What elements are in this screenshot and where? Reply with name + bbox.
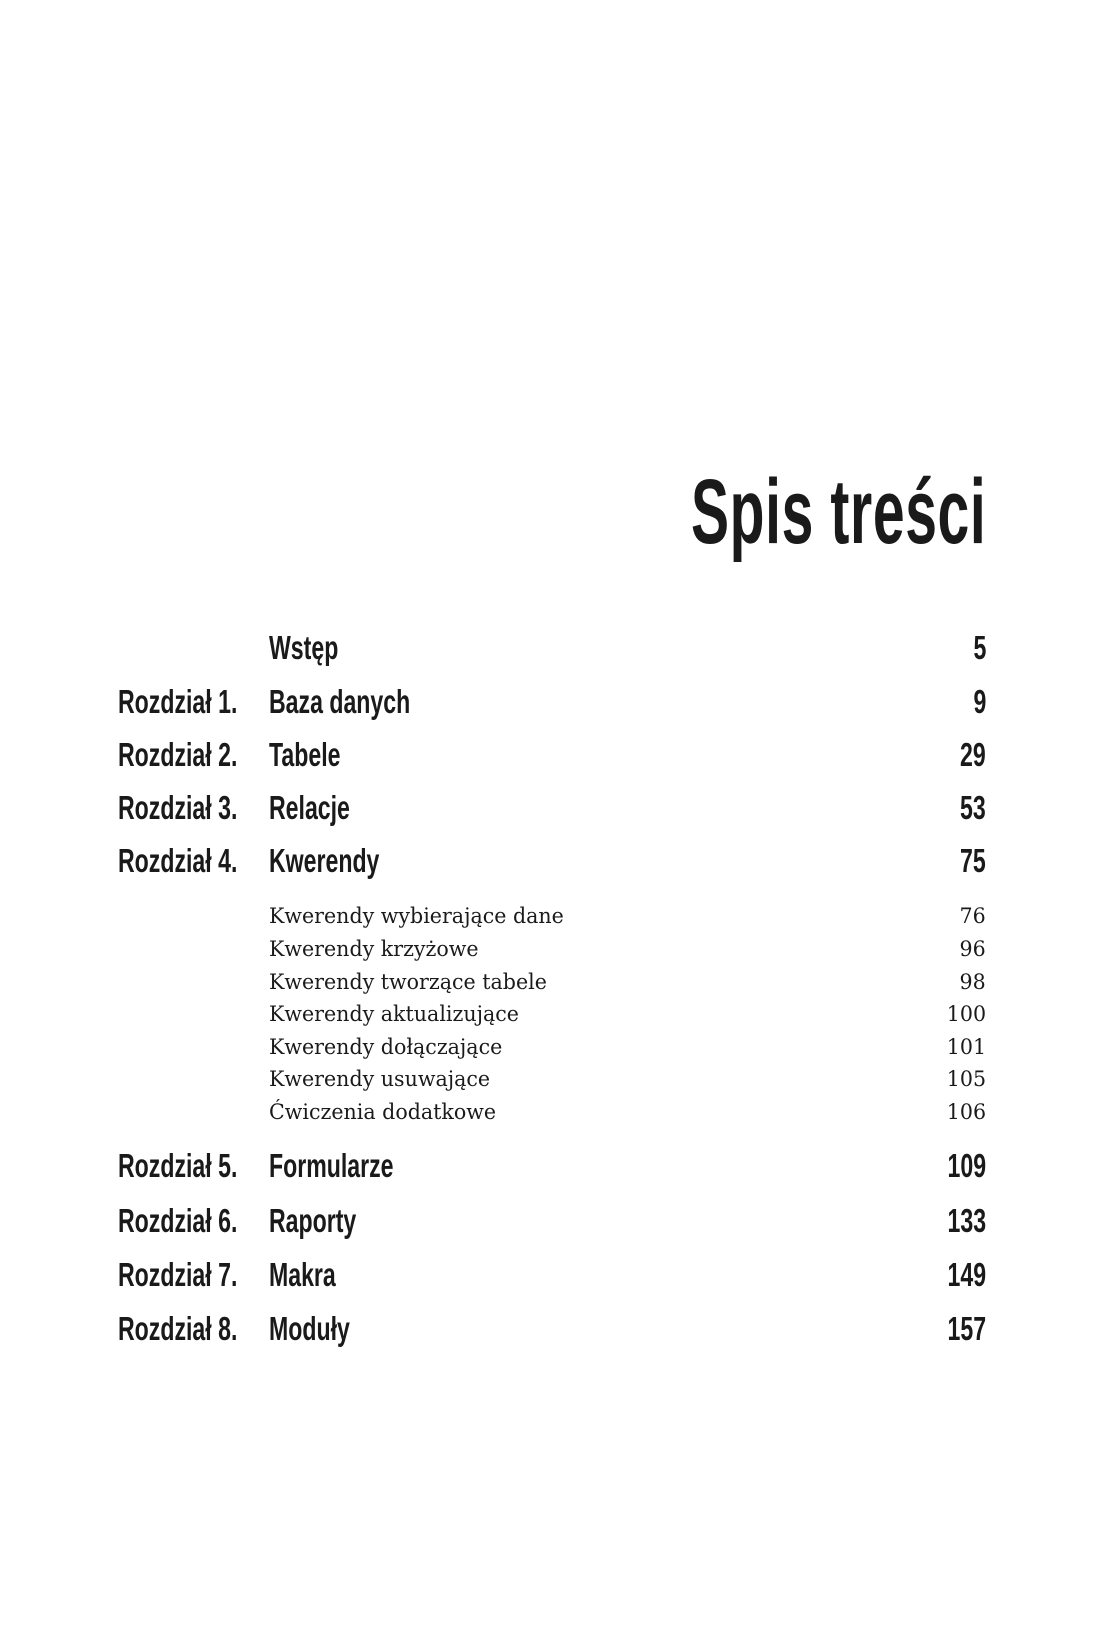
chapter-title: Makra — [269, 1256, 336, 1293]
chapter-title: Raporty — [269, 1202, 357, 1239]
chapter-number: Rozdział 2. — [118, 736, 238, 773]
toc-entry-chapter-5[interactable] — [0, 1142, 1103, 1192]
page-number: 53 — [960, 789, 986, 826]
chapter-title: Kwerendy — [269, 842, 380, 879]
page-number: 9 — [973, 683, 986, 720]
toc-entry-chapter-7[interactable] — [0, 1251, 1103, 1301]
toc-entry-chapter-3[interactable] — [0, 784, 1103, 834]
page-number: 157 — [947, 1310, 986, 1347]
toc-subentry[interactable] — [0, 999, 1103, 1029]
subsection-title: Kwerendy tworzące tabele — [269, 970, 547, 994]
chapter-number: Rozdział 4. — [118, 842, 238, 879]
subsection-title: Kwerendy krzyżowe — [269, 937, 479, 961]
toc-subentry[interactable] — [0, 1032, 1103, 1062]
page-title: Spis treści — [690, 461, 986, 563]
page-number: 5 — [973, 629, 986, 666]
page-number: 76 — [959, 904, 986, 928]
toc-entry-chapter-8[interactable] — [0, 1305, 1103, 1355]
subsection-title: Kwerendy wybierające dane — [269, 904, 564, 928]
page-number: 149 — [947, 1256, 986, 1293]
page-number: 109 — [947, 1147, 986, 1184]
page-number: 100 — [946, 1002, 986, 1026]
toc-subentry[interactable] — [0, 1097, 1103, 1127]
toc-subentry[interactable] — [0, 901, 1103, 931]
page-number: 96 — [959, 937, 986, 961]
page-number: 106 — [946, 1100, 986, 1124]
page-number: 105 — [946, 1067, 986, 1091]
chapter-number: Rozdział 1. — [118, 683, 238, 720]
toc-subentry[interactable] — [0, 1064, 1103, 1094]
chapter-number: Rozdział 6. — [118, 1202, 238, 1239]
page-number: 98 — [959, 970, 986, 994]
toc-entry-chapter-2[interactable] — [0, 731, 1103, 781]
toc-entry-chapter-4[interactable] — [0, 837, 1103, 887]
subsection-title: Kwerendy aktualizujące — [269, 1002, 519, 1026]
chapter-number: Rozdział 3. — [118, 789, 238, 826]
toc-subentry[interactable] — [0, 967, 1103, 997]
chapter-title: Moduły — [269, 1310, 350, 1347]
page-number: 75 — [960, 842, 986, 879]
subsection-title: Ćwiczenia dodatkowe — [269, 1100, 497, 1124]
chapter-title: Tabele — [269, 736, 341, 773]
chapter-number: Rozdział 5. — [118, 1147, 238, 1184]
page-number: 101 — [946, 1035, 986, 1059]
chapter-title: Formularze — [269, 1147, 394, 1184]
page-number: 29 — [960, 736, 986, 773]
toc-subentry[interactable] — [0, 934, 1103, 964]
subsection-title: Kwerendy usuwające — [269, 1067, 491, 1091]
chapter-title: Wstęp — [269, 629, 339, 666]
chapter-title: Relacje — [269, 789, 350, 826]
toc-entry-chapter-6[interactable] — [0, 1197, 1103, 1247]
chapter-title: Baza danych — [269, 683, 411, 720]
chapter-number: Rozdział 8. — [118, 1310, 238, 1347]
toc-entry-chapter-1[interactable] — [0, 678, 1103, 728]
subsection-title: Kwerendy dołączające — [269, 1035, 503, 1059]
toc-entry-intro[interactable] — [0, 624, 1103, 674]
chapter-number: Rozdział 7. — [118, 1256, 238, 1293]
page-number: 133 — [947, 1202, 986, 1239]
